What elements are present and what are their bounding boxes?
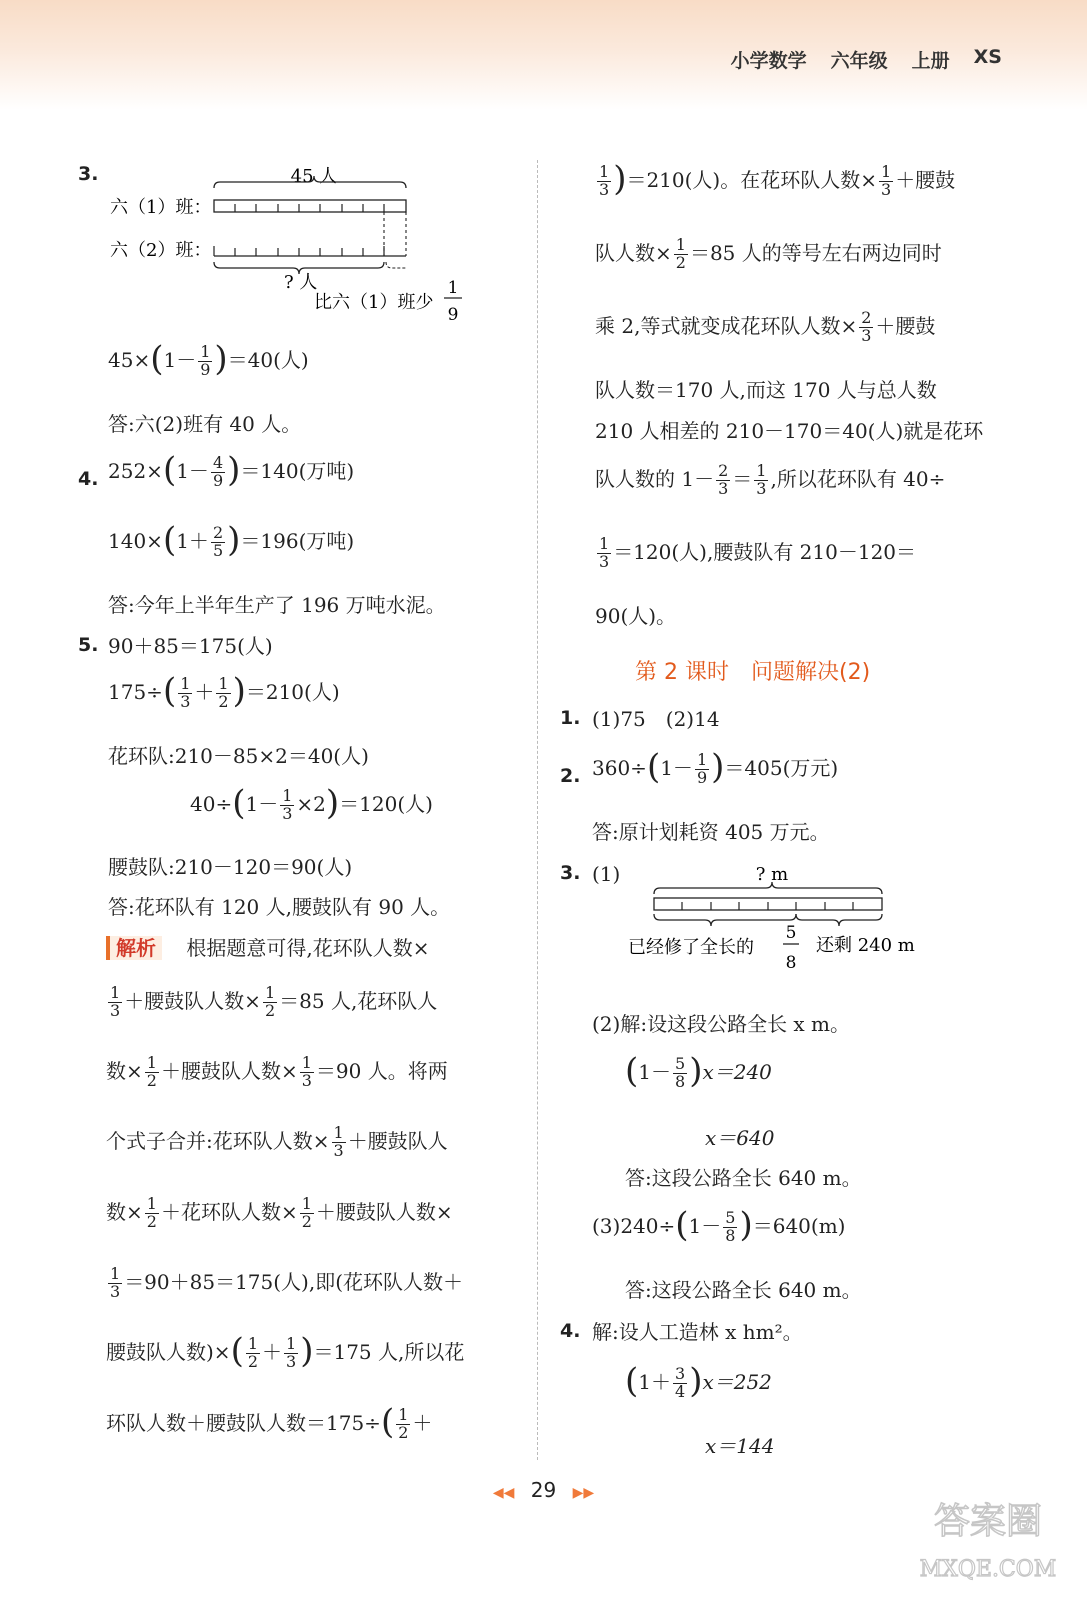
q3-answer: 答:六(2)班有 40 人。 [108,412,302,436]
diagram-note-frac-num: 1 [447,278,459,298]
next-page-icon[interactable]: ▶▶ [572,1485,595,1501]
analysis-line6: $\frac{1}{3}$ ＝90＋85＝175(人),即(花环队人数＋ [110,1264,464,1301]
page-header [731,46,1002,73]
watermark-logo [913,1488,1063,1588]
road-left-label: 还剩 240 m [816,935,915,956]
r-q1-answer: (1)75 (2)14 [592,707,720,731]
q5-line5: 腰鼓队:210－120＝90(人) [108,855,353,879]
road-done-label: 已经修了全长的 [628,937,754,958]
q5-answer: 答:花环队有 120 人,腰鼓队有 90 人。 [108,895,451,919]
line-segment-diagram-q3 [108,158,528,333]
analysis-cont-line7: $\frac{1}{3}$ ＝120(人),腰鼓队有 210－120＝ [599,534,917,571]
r-question-number-1: 1. [560,707,581,729]
analysis-cont-line2: 队人数× $\frac{1}{2}$ ＝85 人的等号左右两边同时 [595,235,942,272]
diagram-total-label: 45 人 [290,166,338,187]
analysis-line8: 环队人数＋腰鼓队人数＝175÷( $\frac{1}{2}$ ＋ [106,1402,433,1443]
q5-line2: 175÷( $\frac{1}{3}$ ＋ $\frac{1}{2}$ )＝210(人) [108,671,340,712]
r-question-number-3: 3. [560,862,581,884]
analysis-line5: 数× $\frac{1}{2}$ ＋花环队人数× $\frac{1}{2}$ ＋腰鼓队人数× [106,1194,453,1231]
section-title: 第 2 课时 问题解决(2) [635,660,871,685]
analysis-line2: $\frac{1}{3}$ ＋腰鼓队人数× $\frac{1}{2}$ ＝85 人,花环队人 [110,983,438,1020]
q5-line4: 40÷(1－ $\frac{1}{3}$ ×2)＝120(人) [190,783,433,824]
header-grade: 六年级 [830,50,888,72]
analysis-cont-line5: 210 人相差的 210－170＝40(人)就是花环 [595,419,984,443]
q4-answer: 答:今年上半年生产了 196 万吨水泥。 [108,593,446,617]
r-q4-eq2: x＝144 [705,1434,775,1458]
q4-line2: 140×(1＋ $\frac{2}{5}$ )＝196(万吨) [108,520,355,561]
page-number: 29 [530,1478,557,1502]
watermark-url: MXQE.COM [919,1557,1057,1582]
r-q4-eq1: (1＋ $\frac{3}{4}$ )x＝252 [625,1361,772,1402]
analysis-line7: 腰鼓队人数)×( $\frac{1}{2}$ ＋ $\frac{1}{3}$ )＝175 人,所以花 [106,1331,465,1372]
q5-line3: 花环队:210－85×2＝40(人) [108,744,369,768]
analysis-line4: 个式子合并:花环队人数× $\frac{1}{3}$ ＋腰鼓队人 [106,1123,448,1160]
road-unknown-label: ? m [755,864,789,885]
diagram-note-frac-den: 9 [447,305,459,325]
r-q4-setup: 解:设人工造林 x hm²。 [592,1320,803,1344]
r-question-number-2: 2. [560,765,581,787]
r-question-number-4: 4. [560,1320,581,1342]
analysis-cont-line8: 90(人)。 [595,604,677,628]
road-segment-diagram [620,858,960,978]
column-divider [537,160,538,1460]
watermark-text: 答案圈 [933,1501,1043,1542]
r-q3-part1-label: (1) [592,862,621,886]
question-number-4: 4. [78,468,99,490]
diagram-note: 比六（1）班少 [314,292,434,313]
question-number-3: 3. [78,163,99,185]
r-q3-answer2: 答:这段公路全长 640 m。 [625,1166,862,1190]
previous-page-icon[interactable]: ◀◀ [492,1485,515,1501]
header-edition: XS [973,46,1002,68]
analysis-line1: 解析 根据题意可得,花环队人数× [106,938,429,958]
diagram-row1-label: 六（1）班： [110,197,212,218]
diagram-row2-label: 六（2）班： [110,240,212,261]
r-q3-eq1: (1－ $\frac{5}{8}$ )x＝240 [625,1051,772,1092]
analysis-cont-line6: 队人数的 1－ $\frac{2}{3}$ ＝ $\frac{1}{3}$ ,所以花环队有 40÷ [595,461,946,498]
r-q2-answer: 答:原计划耗资 405 万元。 [592,820,830,844]
r-q3-eq2: x＝640 [705,1126,775,1150]
q3-calculation: 45×(1－ $\frac{1}{9}$ )＝40(人) [108,339,309,380]
r-q3-answer3: 答:这段公路全长 640 m。 [625,1278,862,1302]
r-q2-line: 360÷(1－ $\frac{1}{9}$ )＝405(万元) [592,747,839,788]
header-subject: 小学数学 [730,50,807,72]
r-q3-part2: (2)解:设这段公路全长 x m。 [592,1012,851,1036]
analysis-line3: 数× $\frac{1}{2}$ ＋腰鼓队人数× $\frac{1}{3}$ ＝90 人。将两 [106,1053,448,1090]
road-frac-den: 8 [785,953,797,973]
q5-line1: 90＋85＝175(人) [108,634,273,658]
diagram-unknown-label: ? 人 [284,272,318,293]
question-number-5: 5. [78,634,99,656]
analysis-cont-line1: $\frac{1}{3}$ )＝210(人)。在花环队人数× $\frac{1}{3}$ ＋腰鼓 [599,159,956,200]
analysis-cont-line4: 队人数＝170 人,而这 170 人与总人数 [595,378,937,402]
q4-line1: 252×(1－ $\frac{4}{9}$ )＝140(万吨) [108,450,355,491]
analysis-tag: 解析 [106,936,162,960]
header-volume: 上册 [911,50,950,72]
r-q3-part3: (3)240÷(1－ $\frac{5}{8}$ )＝640(m) [592,1205,846,1246]
analysis-cont-line3: 乘 2,等式就变成花环队人数× $\frac{2}{3}$ ＋腰鼓 [595,308,936,345]
road-frac-num: 5 [785,923,797,943]
